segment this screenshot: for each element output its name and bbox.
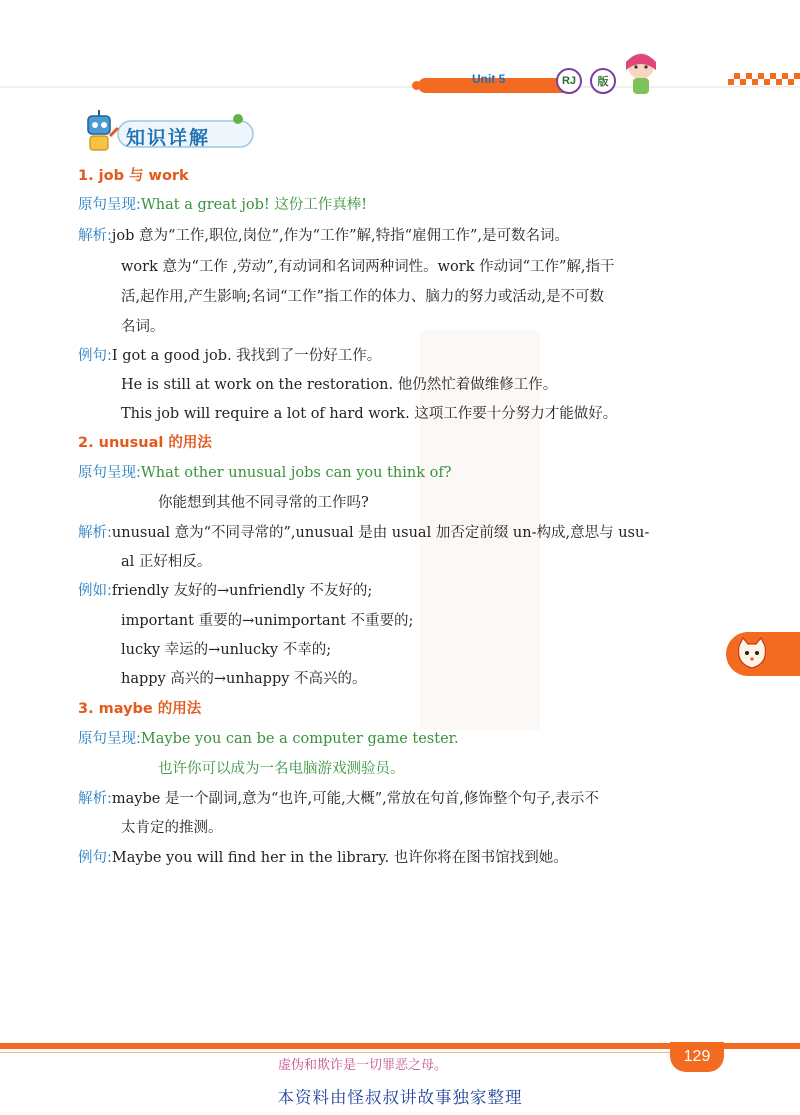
item-2-examples [78,579,372,600]
item-2-source [78,461,451,482]
analysis-label: 解析: [78,791,112,807]
analysis-line: work 意为“工作 ,劳动”,有动词和名词两种词性。work 作动词“工作”解,指干 [121,259,615,275]
example-label: 例如: [78,583,112,599]
credit-line: 本资料由怪叔叔讲故事独家整理 [277,1088,523,1107]
example-line: This job will require a lot of hard work. 这项工作要十分努力才能做好。 [121,406,618,422]
footer-motto: 虚伪和欺诈是一切罪恶之母。 [278,1058,448,1073]
unit-label: Unit 5 [472,72,506,86]
example-line: friendly 友好的→unfriendly 不友好的; [111,583,373,599]
source-sentence: What other unusual jobs can you think of? [140,465,452,481]
source-sentence: What a great job! 这份工作真棒! [140,197,368,213]
analysis-line: 名词。 [121,319,165,335]
item-3-heading: 3. maybe 的用法 [78,701,202,717]
section-title: 知识详解 [126,127,211,149]
mascot-girl-icon [616,48,666,98]
page-number: 129 [670,1042,724,1072]
item-3-analysis [78,787,599,808]
item-1-examples [78,344,381,365]
item-1-source [78,193,367,214]
example-label: 例句: [78,850,112,866]
source-translation: 也许你可以成为一名电脑游戏测验员。 [158,761,405,777]
item-1-heading: 1. job 与 work [78,168,189,184]
analysis-line: unusual 意为“不同寻常的”,unusual 是由 usual 加否定前缀 un-构成,意思与 usu- [111,525,650,541]
robot-mascot-icon [80,110,120,154]
example-line: He is still at work on the restoration. 他仍然忙着做维修工作。 [121,377,558,393]
source-label: 原句呈现: [78,197,141,213]
example-label: 例句: [78,348,112,364]
analysis-line: 活,起作用,产生影响;名词“工作”指工作的体力、脑力的努力或活动,是不可数 [121,289,605,305]
checker-decoration [728,70,800,88]
example-line: important 重要的→unimportant 不重要的; [121,613,414,629]
source-sentence: Maybe you can be a computer game tester. [140,731,459,747]
example-line: lucky 幸运的→unlucky 不幸的; [121,642,332,658]
source-label: 原句呈现: [78,731,141,747]
analysis-line: job 意为“工作,职位,岗位”,作为“工作”解,特指“雇佣工作”,是可数名词。 [111,228,570,244]
example-line: Maybe you will find her in the library. 也许你将在图书馆找到她。 [111,850,568,866]
analysis-line: 太肯定的推测。 [121,820,223,836]
edition-badge-rj: RJ [556,68,582,94]
example-line: happy 高兴的→unhappy 不高兴的。 [121,671,367,687]
item-3-source [78,727,459,748]
example-line: I got a good job. 我找到了一份好工作。 [111,348,382,364]
source-translation: 你能想到其他不同寻常的工作吗? [158,495,369,511]
source-label: 原句呈现: [78,465,141,481]
analysis-label: 解析: [78,525,112,541]
item-3-examples [78,846,568,867]
analysis-line: maybe 是一个副词,意为“也许,可能,大概”,常放在句首,修饰整个句子,表示不 [111,791,599,807]
analysis-label: 解析: [78,228,112,244]
item-2-analysis [78,521,649,542]
edition-badge-ban: 版 [590,68,616,94]
cat-face-icon [734,636,770,672]
footer-thin-line [0,1052,670,1053]
analysis-line: al 正好相反。 [121,554,212,570]
item-1-analysis [78,224,569,245]
header-divider [0,86,800,88]
item-2-heading: 2. unusual 的用法 [78,435,212,451]
